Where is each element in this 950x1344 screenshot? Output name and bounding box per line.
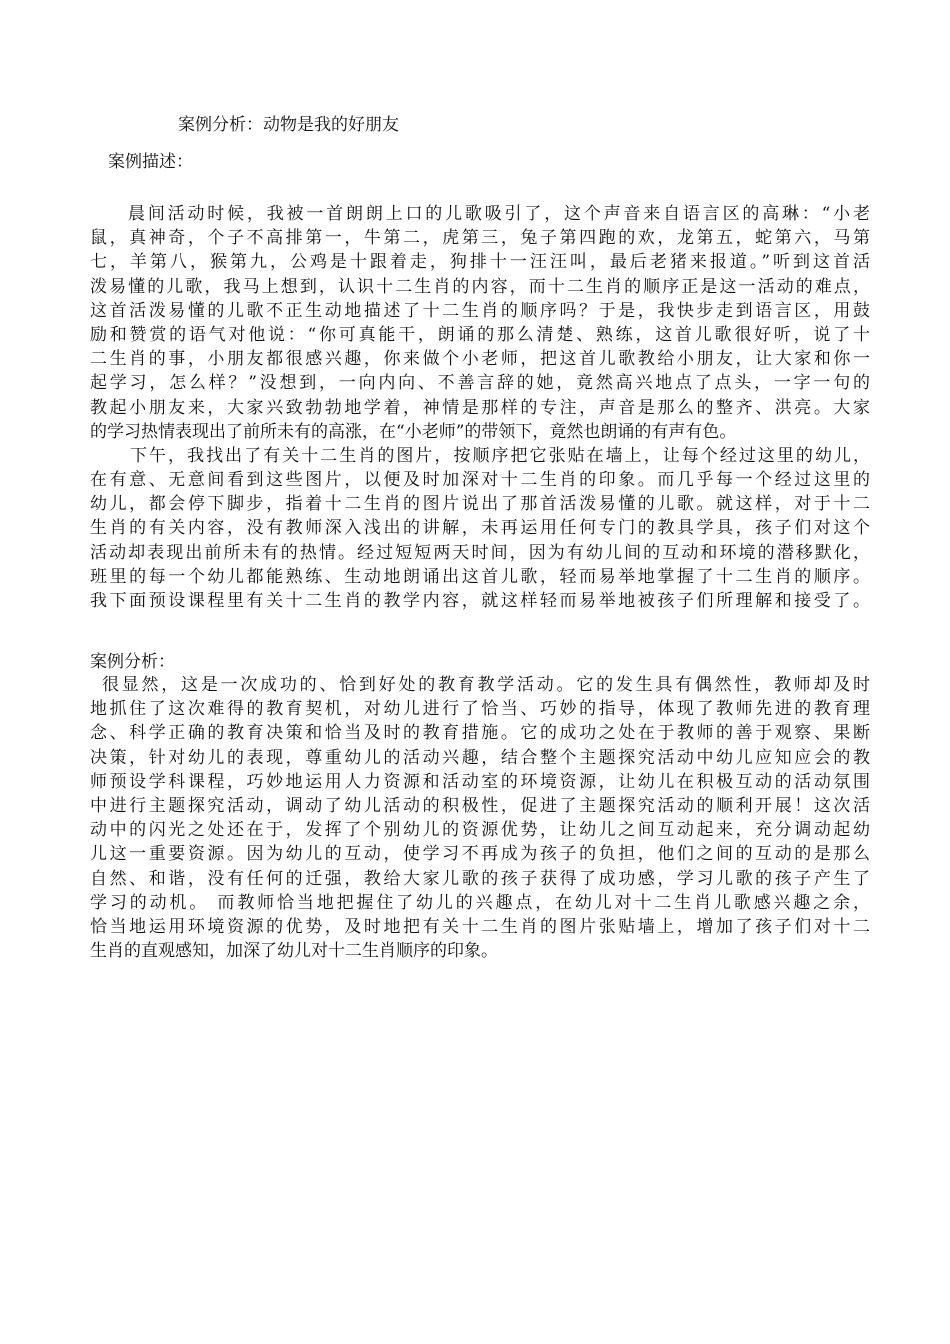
analysis-line: 决策，针对幼儿的表现，尊重幼儿的活动兴趣，结合整个主题探究活动中幼儿应知应会的教: [90, 747, 870, 768]
analysis-line: 地抓住了这次难得的教育契机，对幼儿进行了恰当、巧妙的指导，体现了教师先进的教育理: [90, 699, 870, 720]
analysis-line: 很显然，这是一次成功的、恰到好处的教育教学活动。它的发生具有偶然性，教师却及时: [102, 675, 870, 695]
analysis-line: 恰当地运用环境资源的优势，及时地把有关十二生肖的图片张贴墙上，增加了孩子们对十二: [90, 916, 870, 937]
description-line: 二生肖的事，小朋友都很感兴趣，你来做个小老师，把这首儿歌教给小朋友，让大家和你一: [90, 349, 870, 370]
analysis-line: 师预设学科课程，巧妙地运用人力资源和活动室的环境资源，让幼儿在积极互动的活动氛围: [90, 771, 870, 792]
description-line: 鼠，真神奇，个子不高排第一，牛第二，虎第三，兔子第四跑的欢，龙第五，蛇第六，马第: [90, 228, 870, 249]
analysis-line: 生肖的直观感知，加深了幼儿对十二生肖顺序的印象。: [90, 941, 498, 962]
analysis-line: 自然、和谐，没有任何的迁强，教给大家儿歌的孩子获得了成功感，学习儿歌的孩子产生了: [90, 868, 870, 889]
description-line: 生肖的有关内容，没有教师深入浅出的讲解，未再运用任何专门的教具学具，孩子们对这个: [90, 518, 870, 539]
description-line: 下午，我找出了有关十二生肖的图片，按顺序把它张贴在墙上，让每个经过这里的幼儿，: [130, 445, 870, 466]
description-line: 起学习，怎么样？”没想到，一向内向、不善言辞的她，竟然高兴地点了点头，一字一句的: [90, 373, 870, 394]
description-line: 在有意、无意间看到这些图片，以便及时加深对十二生肖的印象。而几乎每一个经过这里的: [90, 470, 870, 491]
analysis-line: 念、科学正确的教育决策和恰当及时的教育措施。它的成功之处在于教师的善于观察、果断: [90, 723, 870, 744]
analysis-body: [90, 673, 870, 963]
analysis-line: 动中的闪光之处还在于，发挥了个别幼儿的资源优势，让幼儿之间互动起来，充分调动起幼: [90, 820, 870, 841]
analysis-heading: 案例分析：: [90, 652, 175, 672]
analysis-line: 中进行主题探究活动，调动了幼儿活动的积极性，促进了主题探究活动的顺利开展！这次活: [90, 795, 870, 816]
description-line: 这首活泼易懂的儿歌不正生动地描述了十二生肖的顺序吗？于是，我快步走到语言区，用鼓: [90, 300, 870, 321]
description-line: 教起小朋友来，大家兴致勃勃地学着，神情是那样的专注，声音是那么的整齐、洪亮。大家: [90, 397, 870, 418]
analysis-line: 儿这一重要资源。因为幼儿的互动，使学习不再成为孩子的负担，他们之间的互动的是那么: [90, 844, 870, 865]
analysis-line: 学习的动机。 而教师恰当地把握住了幼儿的兴趣点，在幼儿对十二生肖儿歌感兴趣之余，: [90, 892, 870, 913]
description-line: 的学习热情表现出了前所未有的高涨，在“小老师”的带领下，竟然也朗诵的有声有色。: [90, 421, 737, 442]
description-line: 泼易懂的儿歌，我马上想到，认识十二生肖的内容，而十二生肖的顺序正是这一活动的难点，: [90, 276, 870, 297]
description-line: 七，羊第八，猴第九，公鸡是十跟着走，狗排十一汪汪叫，最后老猪来报道。”听到这首活: [90, 252, 870, 273]
description-heading: 案例描述：: [108, 152, 193, 172]
description-line: 活动却表现出前所未有的热情。经过短短两天时间，因为有幼儿间的互动和环境的潜移默化，: [90, 542, 870, 563]
description-body: [90, 202, 870, 613]
description-line: 班里的每一个幼儿都能熟练、生动地朗诵出这首儿歌，轻而易举地掌握了十二生肖的顺序。: [90, 566, 870, 587]
description-line: 晨间活动时候，我被一首朗朗上口的儿歌吸引了，这个声音来自语言区的高琳：“小老: [128, 204, 870, 224]
description-line: 幼儿，都会停下脚步，指着十二生肖的图片说出了那首活泼易懂的儿歌。就这样，对于十二: [90, 494, 870, 515]
description-line: 我下面预设课程里有关十二生肖的教学内容，就这样轻而易举地被孩子们所理解和接受了。: [90, 591, 870, 611]
description-line: 励和赞赏的语气对他说：“你可真能干，朗诵的那么清楚、熟练，这首儿歌很好听，说了十: [90, 324, 870, 345]
document-title: 案例分析：动物是我的好朋友: [178, 115, 399, 135]
